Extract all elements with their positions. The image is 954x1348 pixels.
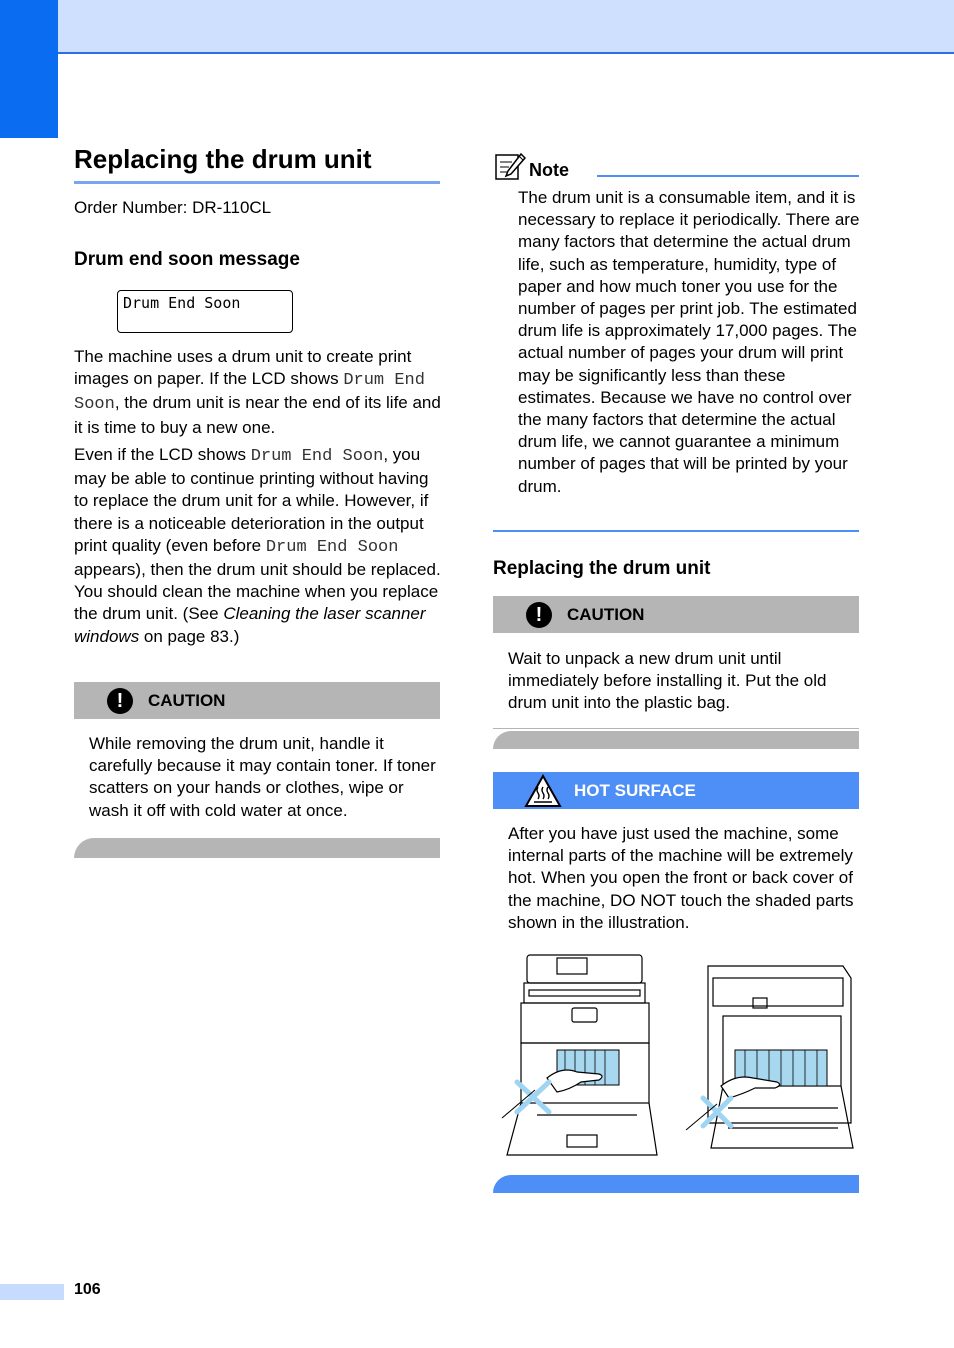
text-run: Even if the LCD shows — [74, 445, 251, 464]
paragraph-continue-printing — [74, 444, 442, 648]
note-rule-top — [597, 175, 859, 177]
paragraph-drum-usage — [74, 346, 442, 439]
caution-text-left: While removing the drum unit, handle it carefully because it may contain toner. If toner scatters on your hands or clothes, wipe or wash it off with cold water at once. — [89, 734, 436, 820]
text-run: The machine uses a drum unit to create print images on paper. If the LCD shows — [74, 347, 412, 389]
caution-banner-right — [493, 596, 859, 633]
caution-label: CAUTION — [148, 691, 226, 710]
order-number: Order Number: DR-110CL — [74, 198, 272, 217]
note-text: The drum unit is a consumable item, and it is necessary to replace it periodically. There are many factors that determine the actual drum life, such as temperature, humidity, type of paper and how much toner you use for the number of pages per print job. The estimated drum life is approximately 17,000 pages. The actual number of pages your drum will print may be significantly less than these estimates. Because we have no control over the many factors that determine the actual drum life, we cannot guarantee a minimum number of pages that will be printed by your drum. — [518, 188, 860, 496]
lcd-message-inline: Drum End Soon — [250, 447, 384, 466]
lcd-display — [117, 290, 293, 333]
printer-front-illustration — [497, 950, 667, 1162]
printer-back-illustration — [683, 958, 855, 1154]
footer-band — [0, 1284, 64, 1300]
exclamation-icon: ! — [526, 602, 552, 628]
note-pencil-icon — [495, 152, 527, 182]
page-number: 106 — [74, 1281, 101, 1298]
note-label: Note — [529, 160, 569, 180]
hot-surface-label: HOT SURFACE — [574, 781, 696, 800]
hot-surface-text: After you have just used the machine, some internal parts of the machine will be extremely hot. When you open the front or back cover of the machine, DO NOT touch the shaded parts shown in the illustration. — [508, 824, 854, 932]
lcd-text: Drum End Soon — [123, 294, 241, 312]
text-run: , the drum unit is near the end of its life and it is time to buy a new one. — [74, 393, 441, 437]
lcd-message-inline: Drum End Soon — [265, 537, 399, 557]
section-heading-replacing: Replacing the drum unit — [493, 558, 711, 579]
hot-surface-end-bar — [493, 1175, 859, 1193]
hot-surface-warning-icon — [524, 774, 562, 808]
note-rule-bottom — [493, 530, 859, 532]
caution-end-bar — [493, 731, 859, 749]
caution-text-right: Wait to unpack a new drum unit until immediately before installing it. Put the old drum unit into the plastic bag. — [508, 649, 827, 713]
hot-surface-banner — [493, 772, 859, 809]
caution-divider — [493, 728, 859, 729]
text-run: , you may be able to continue printing without having to replace the drum unit for a while. However, if there is a noticeable deterioration in the output print quality (even before — [74, 445, 429, 555]
chapter-tab — [0, 0, 58, 138]
header-band — [0, 0, 954, 54]
text-run: appears), then the drum unit should be replaced. You should clean the machine when you replace the drum unit. (See — [74, 560, 441, 624]
exclamation-icon: ! — [107, 688, 133, 714]
lcd-message-inline: Drum End Soon — [74, 371, 425, 415]
caution-label: CAUTION — [567, 605, 645, 624]
section-heading-drum-end-soon: Drum end soon message — [74, 249, 300, 270]
text-run: on page 83.) — [139, 626, 240, 646]
caution-end-bar — [74, 838, 440, 858]
page-title: Replacing the drum unit — [74, 144, 440, 184]
caution-banner-left — [74, 682, 440, 719]
cross-reference-link[interactable]: Cleaning the laser scanner windows — [74, 604, 426, 646]
